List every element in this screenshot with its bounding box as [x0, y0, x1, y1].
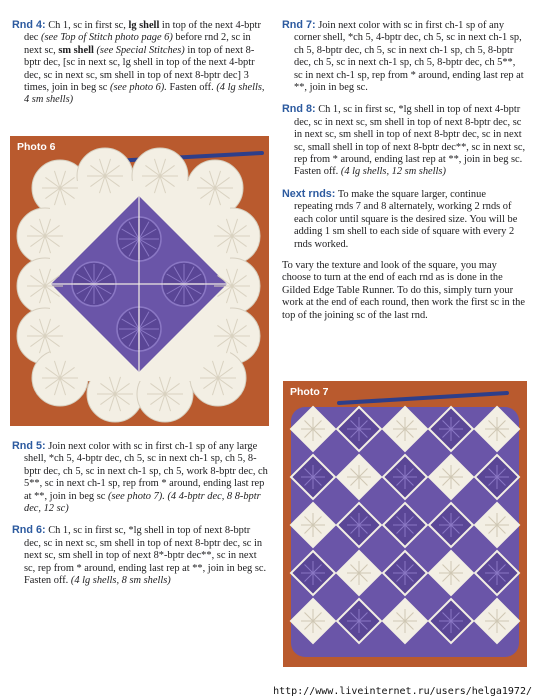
instruction-text: (4 lg shells, 12 sm shells) [340, 166, 446, 178]
paragraph [282, 103, 526, 178]
photo-6 [10, 136, 269, 426]
instruction-text: Fasten off. [166, 82, 217, 94]
instruction-text: Ch 1, sc in first sc, *lg shell in top of next 4-bptr dec, sc in next sc, sm shell in top of next 8-bptr dec, sc in next sc, sm shell in top of next 8-bptr dec, sc in next sc, small shell in top of next 8-bptr dec**, sc in next sc, rep from * around, ending last rep at **, join in beg sc. Fasten off. [294, 104, 526, 178]
instruction-block [282, 19, 526, 322]
instruction-text: (see Special Stitches) [96, 44, 185, 56]
instruction-block [12, 440, 268, 587]
photo-6-label: Photo 6 [17, 141, 56, 153]
left-column-bottom [12, 440, 268, 596]
paragraph [282, 19, 526, 94]
crochet-square-photo-6 [10, 136, 269, 426]
round-label: Rnd 6: [12, 524, 46, 537]
crochet-hook [339, 393, 507, 403]
source-url: http://www.liveinternet.ru/users/helga1972/ [273, 686, 532, 697]
crochet-square-photo-7 [283, 381, 527, 667]
round-label: Rnd 8: [282, 103, 316, 116]
right-column-top [282, 19, 526, 331]
instruction-text: To make the square larger, continue repeating rnds 7 and 8 alternately, working 2 rnds of each color until square is the desired size. You will be adding 1 sm shell to each side of square with every 2 rnds worked. [294, 188, 518, 250]
photo-7-label: Photo 7 [290, 386, 329, 398]
instruction-text: Ch 1, sc in first sc, *lg shell in top of next 8-bptr dec, sc in next sc, sm shell in top of next 8-bptr dec, sc in next sc, sm shell in top of next 8*-bptr dec**, sc in next sc, rep from * around, ending last rep at **, join in beg sc. Fasten off. [24, 525, 267, 587]
paragraph [12, 524, 268, 587]
paragraph [12, 19, 268, 107]
instruction-text: (4 4-bptr dec, 8 8-bptr dec, 12 sc) [24, 490, 261, 515]
instruction-text: (see photo 7). [107, 490, 165, 502]
instruction-text: in top of next 8-bptr dec, [sc in next sc, lg shell in top of the next 4-bptr dec, sc in next sc, sm shell in top of next 8-bptr dec] 3 times, join in beg sc [24, 44, 255, 94]
instruction-block [12, 19, 268, 107]
instruction-text: lg shell [128, 20, 160, 31]
paragraph [12, 440, 268, 515]
instruction-text: Ch 1, sc in first sc, [45, 20, 129, 31]
paragraph [282, 260, 526, 322]
round-label: Rnd 4: [12, 19, 46, 31]
left-column-top [12, 19, 268, 116]
instruction-text: (see photo 6). [110, 82, 167, 94]
instruction-text: To vary the texture and look of the square, you may choose to turn at the end of each rnd as is done in the Gilded Edge Table Runner. To do this, simply turn your work at the end of each round, then work the first sc in the top of the joining sc of the last rnd. [282, 259, 525, 321]
instruction-text: Join next color with sc in first ch-1 sp of any corner shell, *ch 5, 4-bptr dec, ch 5, sc in next ch-1 sp, ch 5, 8-bptr dec, ch 5, sc in next ch-1 sp, ch 5, 8-bptr dec, ch 5, sc in next ch-1 sp, ch 5, 8-bptr dec, ch 5**, sc in next ch-1 sp, rep from * around, ending last rep at **, join in beg sc. [294, 20, 524, 94]
instruction-text: before rnd 2, sc in next sc, [24, 32, 251, 56]
round-label: Rnd 7: [282, 19, 316, 31]
round-label: Next rnds: [282, 187, 336, 200]
instruction-text: (see Top of Stitch photo page 6) [41, 32, 173, 44]
instruction-text: in top of the next 4-bptr dec [24, 20, 261, 44]
photo-7 [283, 381, 527, 667]
instruction-text: (4 lg shells, 8 sm shells) [70, 575, 171, 587]
instruction-text: (4 lg shells, 4 sm shells) [24, 82, 265, 106]
instruction-text: sm shell [58, 44, 94, 56]
instruction-text: Join next color with sc in first ch-1 sp of any large shell, *ch 5, 4-bptr dec, ch 5, sc in next ch-1 sp, ch 5, 8-bptr dec, ch 5, sc in next ch-1 sp, ch 5, work 8-bptr dec, ch 5**, sc in next ch-1 sp, rep from * around, ending last rep at **, join in beg sc [24, 441, 268, 502]
round-label: Rnd 5: [12, 440, 46, 452]
paragraph [282, 188, 526, 251]
